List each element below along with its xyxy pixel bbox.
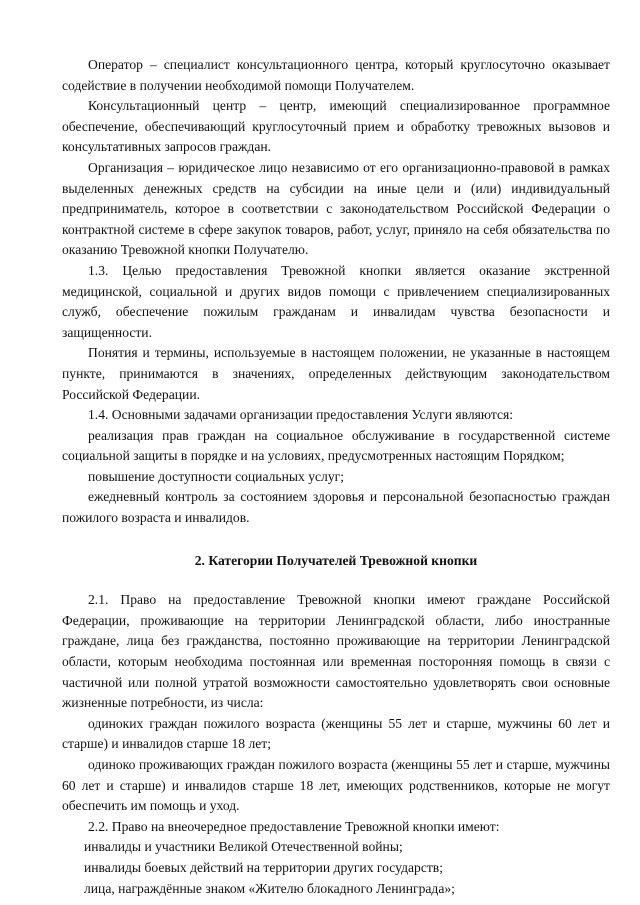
clause-2-2-item: инвалиды боевых действий на территории других государств; xyxy=(84,859,443,875)
clause-2-2-intro: 2.2. Право на внеочередное предоставление Тревожной кнопки имеют: xyxy=(88,818,500,834)
definition-consulting-center: Консультационный центр – центр, имеющий специализированное программное обеспечение, обеспечивающий круглосуточный прием и обработку тревожных вызовов и консультативных запросов граждан. xyxy=(62,98,610,155)
clause-1-4-item: ежедневный контроль за состоянием здоровья и персональной безопасностью граждан пожилого возраста и инвалидов. xyxy=(62,489,610,526)
clause-1-4-intro: 1.4. Основными задачами организации предоставления Услуги являются: xyxy=(88,407,514,423)
clause-2-1-item: одиноких граждан пожилого возраста (женщины 55 лет и старше, мужчины 60 лет и старше) и инвалидов старше 18 лет; xyxy=(62,715,610,752)
definition-organization: Организация – юридическое лицо независимо от его организационно-правовой в рамках выделенных денежных средств на субсидии на иные цели и (или) индивидуальный предприниматель, которое в соответствии с законодательством Российской Федерации о контрактной системе в сфере закупок товаров, работ, услуг, приняло на себя обязательства по оказанию Тревожной кнопки Получателю. xyxy=(62,159,610,258)
clause-1-3: 1.3. Целью предоставления Тревожной кнопки является оказание экстренной медицинской, социальной и других видов помощи с привлечением специализированных служб, обеспечение пожилым гражданам и инвалидам чувства безопасности и защищенности. xyxy=(62,262,610,340)
clause-2-1-intro: 2.1. Право на предоставление Тревожной кнопки имеют граждане Российской Федерации, проживающие на территории Ленинградской области, либо иностранные граждане, лица без гражданства, постоянно проживающие на территории Ленинградской области, которым необходима постоянная или временная посторонняя помощь в связи с частичной или полной утратой возможности самостоятельно удовлетворять свои основные жизненные потребности, из числа: xyxy=(62,592,610,711)
clause-1-4-item: повышение доступности социальных услуг; xyxy=(88,468,344,484)
clause-2-2-item: лица, награждённые знаком «Жителю блокадного Ленинграда»; xyxy=(84,880,455,896)
clause-2-2-item: инвалиды и участники Великой Отечественной войны; xyxy=(84,839,403,855)
definition-operator: Оператор – специалист консультационного центра, который круглосуточно оказывает содействие в получении необходимой помощи Получателем. xyxy=(62,57,610,93)
section-2-heading: 2. Категории Получателей Тревожной кнопки xyxy=(194,552,478,568)
document-page xyxy=(62,55,610,899)
clause-2-1-item: одиноко проживающих граждан пожилого возраста (женщины 55 лет и старше, мужчины 60 лет и старше) и инвалидов старше 18 лет, имеющих родственников, которые не могут обеспечить им помощь и уход. xyxy=(62,757,610,814)
clause-1-4-item: реализация прав граждан на социальное обслуживание в государственной системе социальной защиты в порядке и на условиях, предусмотренных настоящим Порядком; xyxy=(62,427,610,464)
terms-note: Понятия и термины, используемые в настоящем положении, не указанные в настоящем пункте, принимаются в значениях, определенных действующим законодательством Российской Федерации. xyxy=(62,345,610,402)
